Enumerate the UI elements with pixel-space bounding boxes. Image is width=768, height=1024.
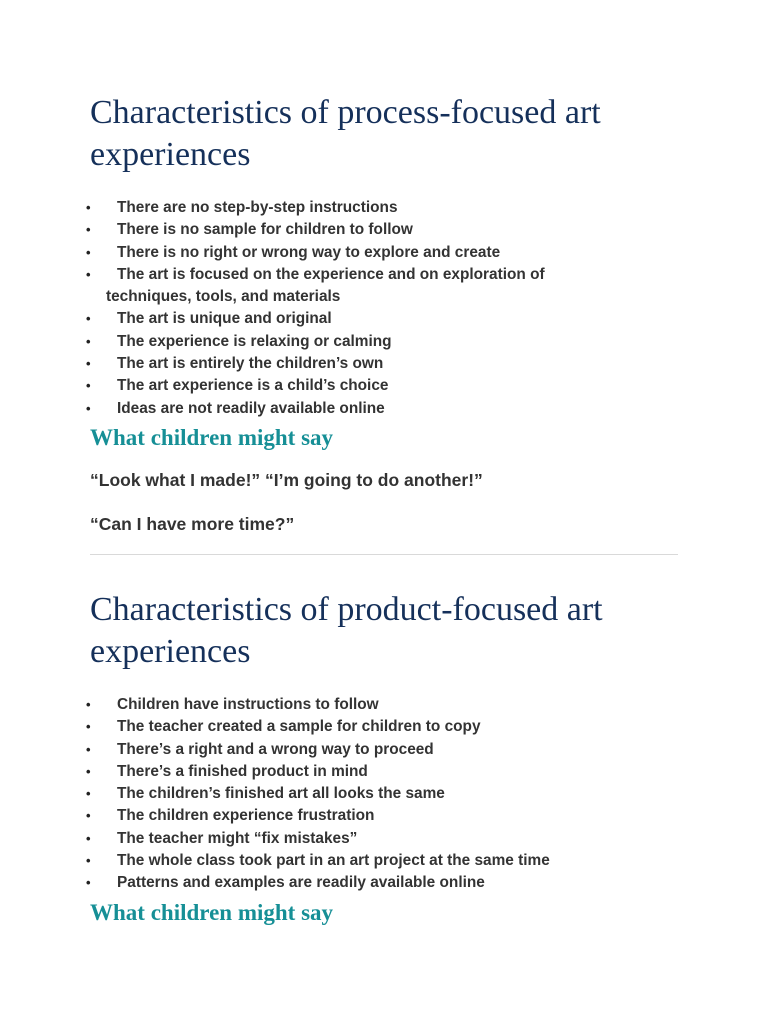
list-item: • The art is unique and original [90, 308, 680, 330]
list-item-text: The art is focused on the experience and on exploration of [117, 265, 545, 283]
list-item: • Children have instructions to follow [90, 694, 680, 716]
list-item-continuation: techniques, tools, and materials [106, 288, 341, 306]
list-item: • There’s a finished product in mind [90, 761, 680, 783]
product-what-children-say-heading: What children might say [90, 899, 334, 925]
process-what-children-say-heading: What children might say [90, 424, 334, 450]
process-focused-heading [90, 92, 680, 176]
list-item: • There is no right or wrong way to explore and create [90, 242, 680, 264]
list-item: • The teacher might “fix mistakes” [90, 828, 680, 850]
list-item: • The children experience frustration [90, 805, 680, 827]
product-heading-line2: experiences [90, 632, 251, 670]
section-divider [90, 554, 678, 555]
list-item [90, 264, 680, 309]
list-item: • The art experience is a child’s choice [90, 375, 680, 397]
list-item: • The art is entirely the children’s own [90, 353, 680, 375]
children-quote-2: “Can I have more time?” [90, 513, 295, 534]
list-item: • The children’s finished art all looks the same [90, 783, 680, 805]
document-page [90, 92, 680, 928]
list-item: • The whole class took part in an art project at the same time [90, 850, 680, 872]
process-heading-line1: Characteristics of process-focused art [90, 94, 601, 131]
list-item: • Ideas are not readily available online [90, 398, 680, 420]
list-item: • There’s a right and a wrong way to proceed [90, 739, 680, 761]
list-item: • There are no step-by-step instructions [90, 197, 680, 219]
process-characteristics-list [90, 197, 680, 420]
product-heading-line1: Characteristics of product-focused art [90, 590, 603, 628]
children-quote-1: “Look what I made!” “I’m going to do another!” [90, 469, 483, 490]
list-item: • The experience is relaxing or calming [90, 331, 680, 353]
product-focused-heading [90, 589, 680, 673]
product-characteristics-list [90, 694, 680, 895]
list-item: • The teacher created a sample for children to copy [90, 716, 680, 738]
process-heading-line2: experiences [90, 136, 251, 173]
list-item: • There is no sample for children to follow [90, 219, 680, 241]
list-item: • Patterns and examples are readily available online [90, 872, 680, 894]
